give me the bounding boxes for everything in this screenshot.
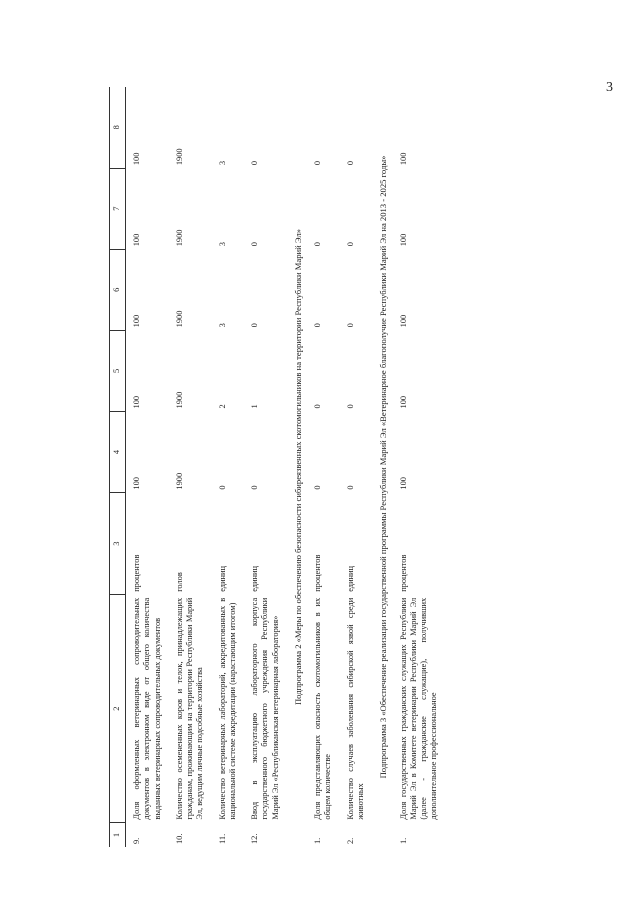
table-row [393, 87, 446, 847]
unit-cell: процентов [398, 554, 408, 592]
value-cell: 3 [217, 242, 227, 247]
table-row [244, 87, 287, 847]
value-cell: 0 [250, 323, 259, 328]
rotated-table-container [109, 87, 529, 847]
col-header: 2 [110, 595, 126, 823]
row-number: 2. [345, 837, 355, 844]
subprogram-heading-row [287, 87, 307, 847]
value-cell: 2 [217, 404, 227, 409]
indicator-name: Доля представляющих опасность скотомогильников в их общем количестве [313, 597, 333, 820]
unit-cell: единиц [250, 566, 259, 592]
col-header: 7 [110, 168, 126, 249]
value-cell: 0 [345, 485, 355, 490]
value-cell: 0 [345, 323, 355, 328]
value-cell: 1900 [174, 472, 184, 490]
row-number: 11. [217, 833, 227, 844]
value-cell: 0 [313, 323, 323, 328]
subprogram-2-title: Подпрограмма 2 «Меры по обеспечению безопасности сибиреязвенных скотомогильников на территории Республики Марий Эл» [292, 228, 303, 706]
unit-cell: единиц [217, 566, 227, 592]
unit-cell: процентов [313, 554, 323, 592]
indicator-name: Ввод в эксплуатацию лабораторного корпуса государственного бюджетного учреждения Республики Марий Эл «Республиканская ветеринарная лаборатория» [250, 597, 280, 820]
value-cell: 0 [313, 485, 323, 490]
value-cell: 0 [345, 160, 355, 166]
value-cell: 100 [398, 152, 408, 166]
value-cell: 3 [217, 323, 227, 328]
value-cell: 3 [217, 160, 227, 166]
col-header: 4 [110, 411, 126, 492]
table-row [307, 87, 340, 847]
value-cell: 0 [345, 242, 355, 247]
value-cell: 100 [398, 233, 408, 247]
value-cell: 100 [398, 477, 408, 490]
indicator-name: Доля оформленных ветеринарных сопроводительных документов в электронном виде от общего количества выданных ветеринарных сопроводительных документов [132, 597, 162, 820]
col-header: 6 [110, 249, 126, 330]
value-cell: 100 [132, 477, 141, 490]
row-number: 1. [313, 837, 323, 844]
value-cell: 1900 [174, 148, 184, 166]
value-cell: 0 [250, 160, 259, 166]
col-header: 8 [110, 87, 126, 168]
value-cell: 0 [313, 404, 323, 409]
subprogram-3-title: Подпрограмма 3 «Обеспечение реализации государственной программы Республики Марий Эл «Ветеринарное благополучие Республики Марий Эл на 2013 - 2025 годы» [378, 155, 389, 779]
value-cell: 1 [250, 404, 259, 409]
indicator-name: Доля государственных гражданских служащих Республики Марий Эл в Комитете ветеринарии Республики Марий Эл (далее - гражданские служащие), получивших дополнительное профессиональное [398, 597, 439, 820]
col-header: 3 [110, 493, 126, 595]
table-row [212, 87, 245, 847]
row-number: 9. [132, 837, 141, 844]
value-cell: 100 [132, 152, 141, 166]
value-cell: 100 [132, 314, 141, 328]
value-cell: 0 [313, 160, 323, 166]
value-cell: 0 [217, 485, 227, 490]
value-cell: 100 [132, 395, 141, 409]
unit-cell: единиц [345, 566, 355, 592]
table-row [340, 87, 373, 847]
value-cell: 0 [313, 242, 323, 247]
page-number: 3 [606, 80, 613, 95]
indicator-name: Количество ветеринарных лабораторий, аккредитованных в национальной системе аккредитации (нарастающим итогом) [217, 597, 237, 820]
value-cell: 0 [345, 404, 355, 409]
table-row [126, 87, 169, 847]
value-cell: 1900 [174, 391, 184, 409]
unit-cell: процентов [132, 554, 141, 592]
table-row [169, 87, 212, 847]
value-cell: 0 [250, 485, 259, 490]
indicator-name: Количество случаев заболевания сибирской язвой среди животных [345, 597, 365, 820]
value-cell: 0 [250, 242, 259, 247]
unit-cell: голов [174, 572, 184, 592]
row-number: 12. [250, 833, 259, 844]
column-number-header [110, 87, 126, 847]
row-number: 1. [398, 837, 408, 844]
col-header: 1 [110, 823, 126, 847]
subprogram-heading-row [372, 87, 392, 847]
indicator-name: Количество осемененных коров и телок, принадлежащих гражданам, проживающим на территории Республики Марий Эл, ведущим личные подсобные хозяйства [174, 597, 205, 820]
value-cell: 1900 [174, 229, 184, 247]
col-header: 5 [110, 330, 126, 411]
value-cell: 100 [132, 233, 141, 247]
row-number: 10. [174, 833, 184, 844]
value-cell: 100 [398, 395, 408, 409]
value-cell: 1900 [174, 310, 184, 328]
indicators-table [109, 87, 446, 847]
value-cell: 100 [398, 314, 408, 328]
